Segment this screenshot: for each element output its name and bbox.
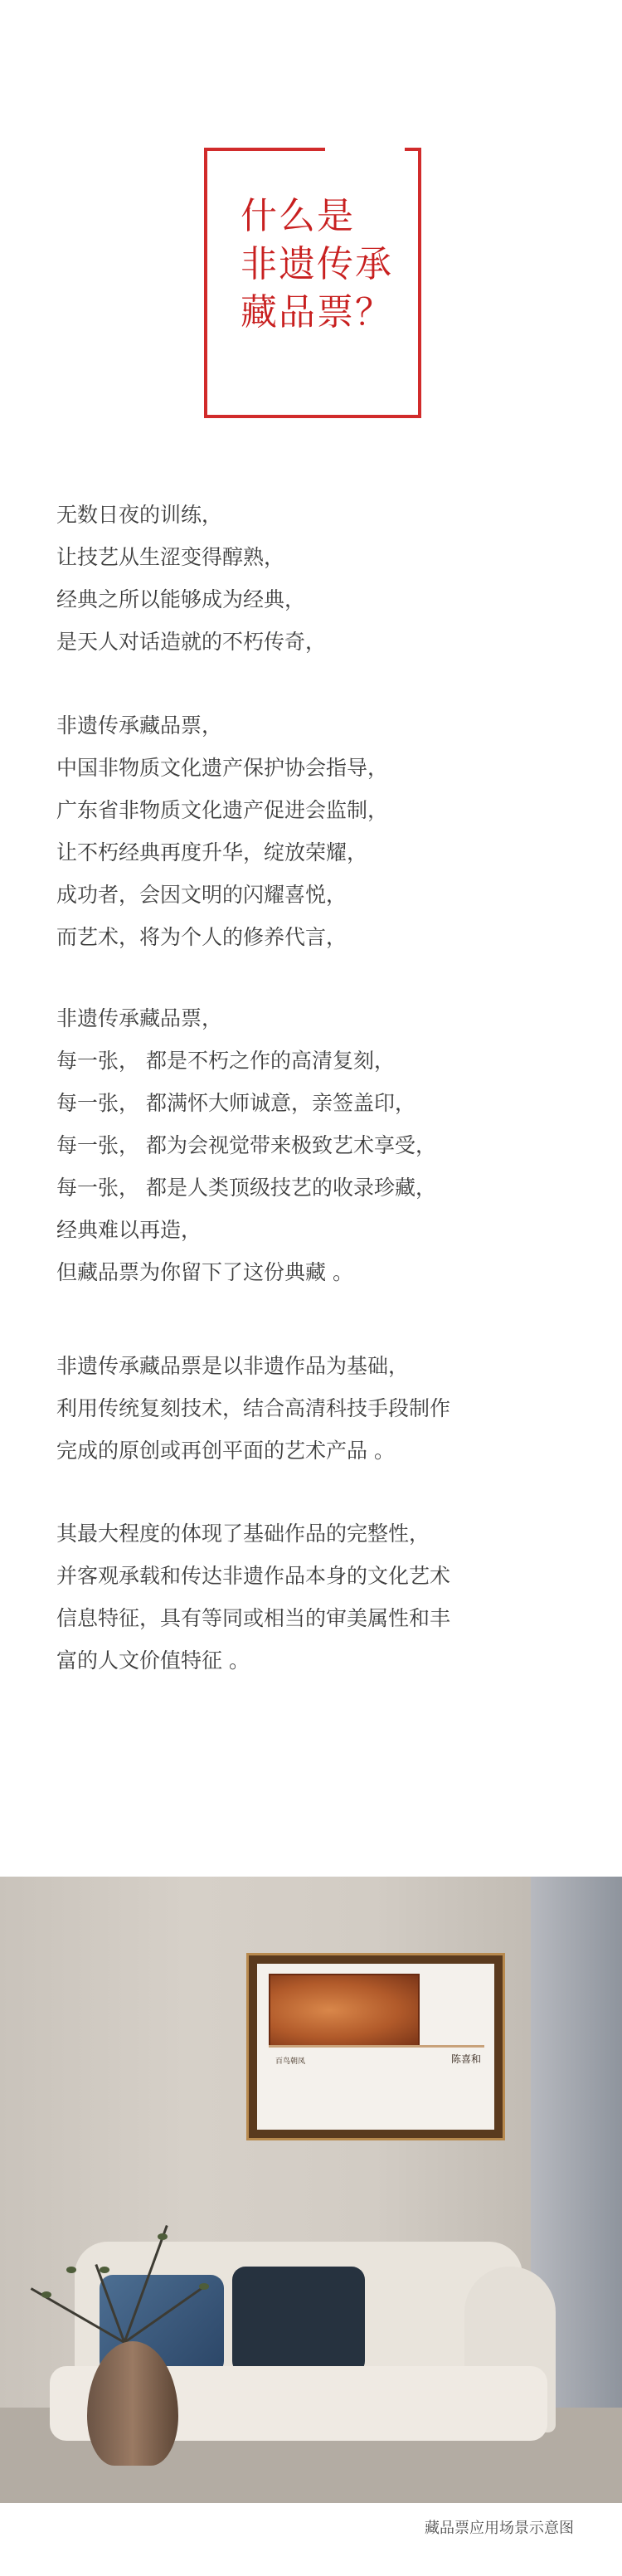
carving-artwork <box>269 1974 420 2047</box>
title-line: 藏品票？ <box>241 291 393 334</box>
paragraph-line: 每一张， 都满怀大师诚意，亲签盖印， <box>56 1091 415 1115</box>
paragraph-line: 信息特征，具有等同或相当的审美属性和丰 <box>56 1606 451 1630</box>
paragraph-line: 是天人对话造就的不朽传奇， <box>56 630 327 654</box>
artwork-divider <box>269 2045 484 2048</box>
paragraph-line: 但藏品票为你留下了这份典藏 。 <box>56 1260 353 1284</box>
paragraph-2 <box>56 704 571 958</box>
paragraph-line: 利用传统复刻技术，结合高清科技手段制作 <box>56 1396 451 1420</box>
title-frame-top-right <box>405 148 421 151</box>
page-title <box>241 192 415 337</box>
paragraph-line: 无数日夜的训练， <box>56 503 223 527</box>
paragraph-line: 让不朽经典再度升华，绽放荣耀， <box>56 840 368 864</box>
paragraph-line: 非遗传承藏品票， <box>56 713 223 738</box>
pillow-dark <box>232 2267 365 2374</box>
plant-leaf <box>100 2267 109 2273</box>
paragraph-line: 经典难以再造， <box>56 1218 202 1242</box>
plant-leaf <box>66 2267 76 2273</box>
artwork-signature: 陈喜和 <box>450 2053 481 2065</box>
paragraph-line: 中国非物质文化遗产保护协会指导， <box>56 756 389 780</box>
paragraph-line: 完成的原创或再创平面的艺术产品 。 <box>56 1439 395 1463</box>
frame-mat <box>257 1964 494 2130</box>
paragraph-line: 非遗传承藏品票， <box>56 1006 223 1030</box>
photo-caption: 藏品票应用场景示意图 <box>425 2520 574 2537</box>
title-line: 什么是 <box>241 195 355 237</box>
plant-leaf <box>158 2233 168 2240</box>
paragraph-4 <box>56 1345 571 1472</box>
paragraph-line: 每一张， 都是不朽之作的高清复刻， <box>56 1049 395 1073</box>
paragraph-line: 经典之所以能够成为经典， <box>56 587 306 611</box>
paragraph-line: 而艺术，将为个人的修养代言， <box>56 925 347 949</box>
paragraph-line: 其最大程度的体现了基础作品的完整性， <box>56 1522 430 1546</box>
plant-leaf <box>199 2283 209 2290</box>
paragraph-3 <box>56 997 571 1293</box>
paragraph-line: 广东省非物质文化遗产促进会监制， <box>56 798 389 822</box>
paragraph-line: 成功者，会因文明的闪耀喜悦， <box>56 883 347 907</box>
paragraph-line: 非遗传承藏品票是以非遗作品为基础， <box>56 1354 410 1378</box>
paragraph-1 <box>56 494 571 663</box>
plant-leaf <box>41 2291 51 2298</box>
paragraph-line: 富的人文价值特征 。 <box>56 1648 250 1673</box>
paragraph-line: 让技艺从生涩变得醇熟， <box>56 545 285 569</box>
artwork-caption: 百鸟朝凤 <box>275 2057 306 2066</box>
paragraph-line: 每一张， 都是人类顶级技艺的收录珍藏， <box>56 1176 436 1200</box>
paragraph-5 <box>56 1512 571 1682</box>
paragraph-line: 每一张， 都为会视觉带来极致艺术享受， <box>56 1133 436 1157</box>
scene-photo <box>0 1877 622 2503</box>
title-line: 非遗传承 <box>241 243 393 285</box>
paragraph-line: 并客观承载和传达非遗作品本身的文化艺术 <box>56 1564 451 1588</box>
framed-artwork <box>246 1953 505 2140</box>
title-frame-top-left <box>204 148 325 151</box>
